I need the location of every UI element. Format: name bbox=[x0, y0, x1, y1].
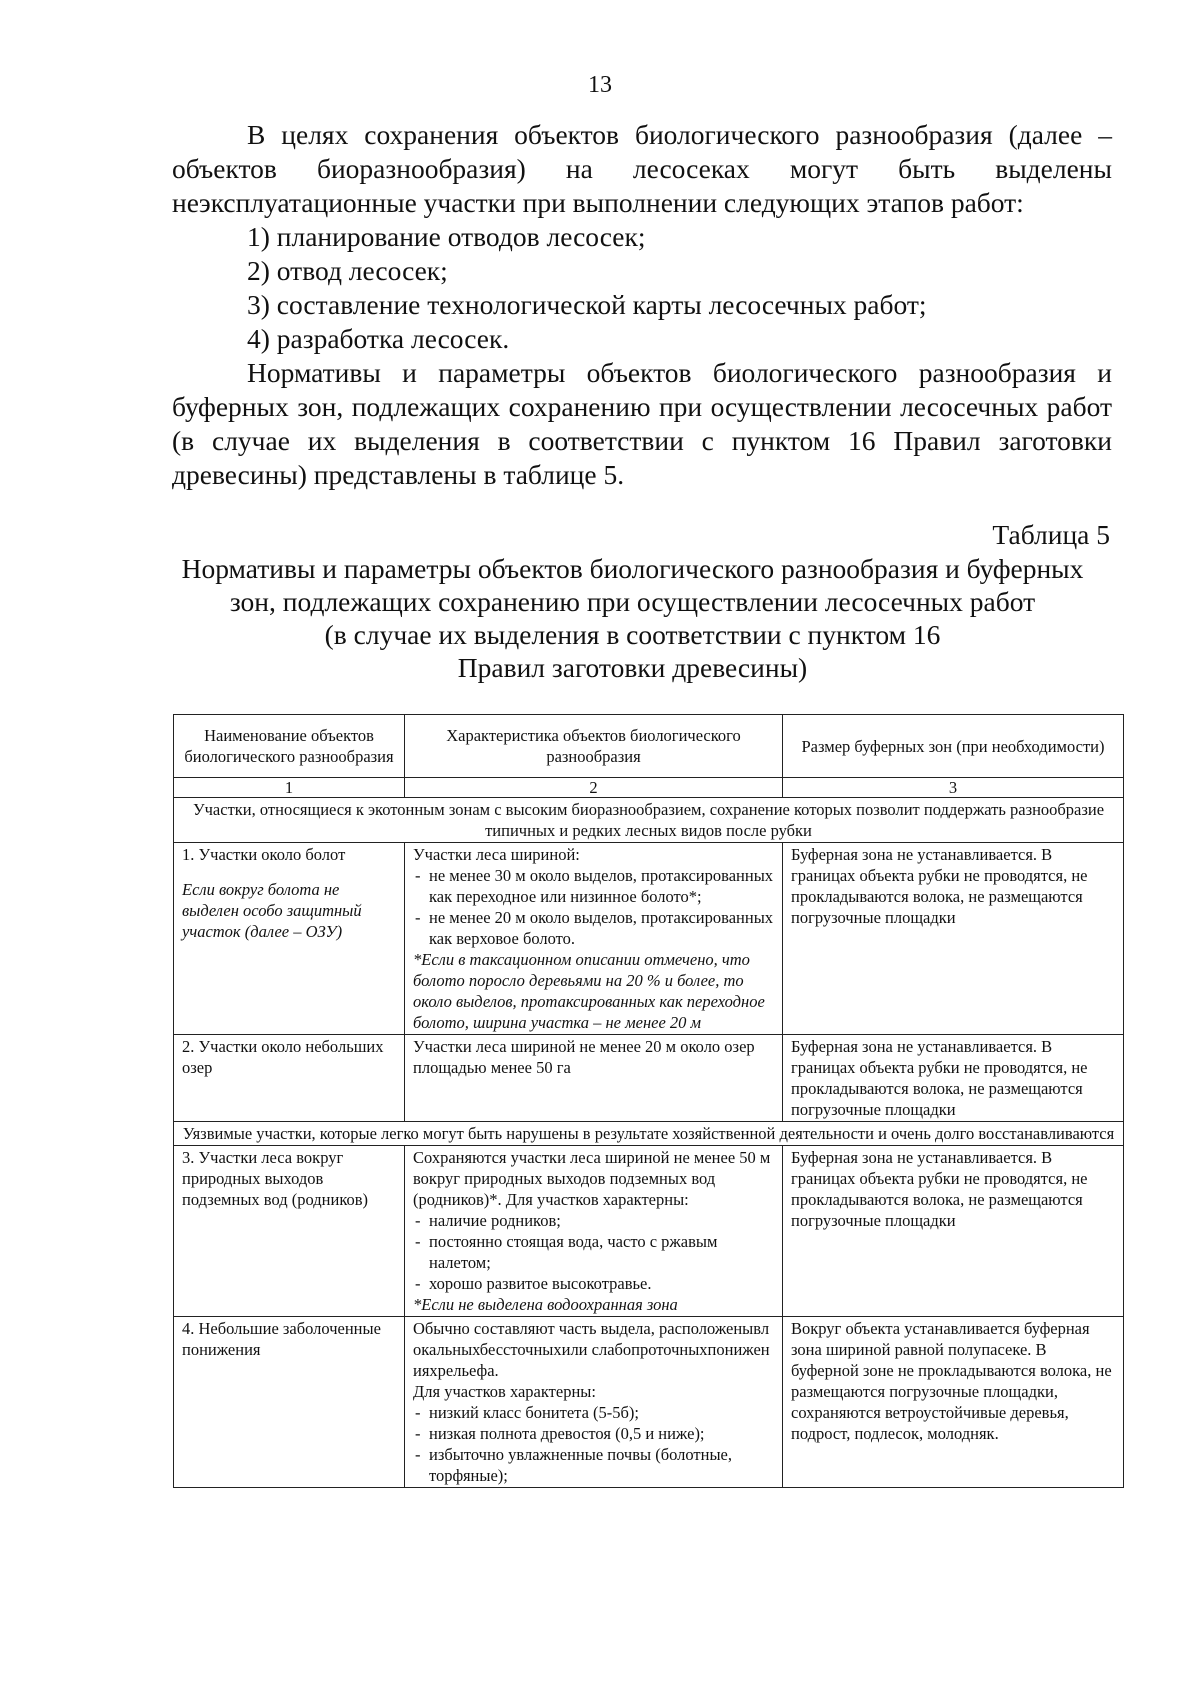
table-row bbox=[174, 1317, 1124, 1488]
table-title-line: зон, подлежащих сохранению при осуществлении лесосечных работ bbox=[229, 586, 1036, 617]
characteristic-cell: Участки леса шириной не менее 20 м около озер площадью менее 50 га bbox=[405, 1035, 783, 1122]
column-number: 1 bbox=[174, 778, 405, 798]
table-title-line: Правил заготовки древесины) bbox=[457, 652, 808, 683]
object-name: 2. Участки около небольших озер bbox=[174, 1035, 405, 1122]
table-label: Таблица 5 bbox=[992, 519, 1110, 550]
table-row bbox=[174, 1146, 1124, 1317]
column-header: Характеристика объектов биологического разнообразия bbox=[405, 715, 783, 778]
characteristic-item: - низкий класс бонитета (5-5б); bbox=[413, 1402, 774, 1423]
characteristic-cell bbox=[405, 843, 783, 1035]
characteristic-note: *Если не выделена водоохранная зона bbox=[413, 1295, 678, 1314]
column-header: Размер буферных зон (при необходимости) bbox=[783, 715, 1124, 778]
table-header-row bbox=[174, 715, 1124, 778]
table-row bbox=[174, 843, 1124, 1035]
characteristic-item: - не менее 20 м около выделов, протаксированных как верховое болото. bbox=[413, 907, 774, 949]
buffer-cell: Буферная зона не устанавливается. В границах объекта рубки не проводятся, не прокладываются волока, не размещаются погрузочные площадки bbox=[783, 843, 1124, 1035]
object-name: 1. Участки около болот bbox=[182, 845, 346, 864]
characteristic-item: - хорошо развитое высокотравье. bbox=[413, 1273, 774, 1294]
buffer-cell: Буферная зона не устанавливается. В границах объекта рубки не проводятся, не прокладываются волока, не размещаются погрузочные площадки bbox=[783, 1035, 1124, 1122]
object-name: 4. Небольшие заболоченные понижения bbox=[174, 1317, 405, 1488]
characteristic-cell bbox=[405, 1317, 783, 1488]
table-row bbox=[174, 1035, 1124, 1122]
list-item: 2) отвод лесосек; bbox=[247, 255, 448, 286]
characteristic-intro: Для участков характерны: bbox=[413, 1382, 596, 1401]
characteristic-intro: Участки леса шириной: bbox=[413, 845, 580, 864]
list-item: 3) составление технологической карты лесосечных работ; bbox=[247, 289, 927, 320]
object-note: Если вокруг болота не выделен особо защитный участок (далее – ОЗУ) bbox=[182, 880, 362, 941]
characteristic-item: - избыточно увлажненные почвы (болотные, торфяные); bbox=[413, 1444, 774, 1486]
list-item: 4) разработка лесосек. bbox=[247, 323, 510, 354]
page-number: 13 bbox=[588, 72, 612, 98]
characteristic-item: - наличие родников; bbox=[413, 1210, 774, 1231]
characteristic-cell bbox=[405, 1146, 783, 1317]
group-row bbox=[174, 798, 1124, 843]
group-heading: Участки, относящиеся к экотонным зонам с высоким биоразнообразием, сохранение которых позволит поддержать разнообразие типичных и редких лесных видов после рубки bbox=[174, 798, 1124, 843]
column-number: 3 bbox=[783, 778, 1124, 798]
group-row bbox=[174, 1122, 1124, 1146]
object-name: 3. Участки леса вокруг природных выходов подземных вод (родников) bbox=[174, 1146, 405, 1317]
table-title bbox=[140, 552, 1125, 684]
table-title-line: (в случае их выделения в соответствии с пунктом 16 bbox=[324, 619, 941, 650]
column-number-row bbox=[174, 778, 1124, 798]
characteristic-item: - постоянно стоящая вода, часто с ржавым налетом; bbox=[413, 1231, 774, 1273]
group-heading: Уязвимые участки, которые легко могут быть нарушены в результате хозяйственной деятельности и очень долго восстанавливаются bbox=[174, 1122, 1124, 1146]
table-title-line: Нормативы и параметры объектов биологического разнообразия и буферных bbox=[181, 553, 1084, 584]
characteristic-item: - низкая полнота древостоя (0,5 и ниже); bbox=[413, 1423, 774, 1444]
norms-table bbox=[173, 714, 1124, 1488]
object-name-cell bbox=[174, 843, 405, 1035]
column-header: Наименование объектов биологического разнообразия bbox=[174, 715, 405, 778]
characteristic-note: *Если в таксационном описании отмечено, что болото поросло деревьями на 20 % и более, то около выделов, протаксированных как переходное болото, ширина участка – не менее 20 м bbox=[413, 950, 765, 1032]
intro-paragraph: Нормативы и параметры объектов биологического разнообразия и буферных зон, подлежащих сохранению при осуществлении лесосечных работ (в случае их выделения в соответствии с пунктом 16 Правил заготовки древесины) представлены в таблице 5. bbox=[172, 357, 1112, 490]
characteristic-item: - не менее 30 м около выделов, протаксированных как переходное или низинное болото*; bbox=[413, 865, 774, 907]
list-item: 1) планирование отводов лесосек; bbox=[247, 221, 646, 252]
intro-text bbox=[172, 118, 1112, 492]
column-number: 2 bbox=[405, 778, 783, 798]
buffer-cell: Буферная зона не устанавливается. В границах объекта рубки не проводятся, не прокладываются волока, не размещаются погрузочные площадки bbox=[783, 1146, 1124, 1317]
buffer-cell: Вокруг объекта устанавливается буферная зона шириной равной полупасеке. В буферной зоне не прокладываются волока, не размещаются погрузочные площадки, сохраняются ветроустойчивые деревья, подрост, подлесок, молодняк. bbox=[783, 1317, 1124, 1488]
characteristic-intro: Обычно составляют часть выдела, расположенывлокальныхбессточныхили слабопроточныхпониженияхрельефа. bbox=[413, 1319, 770, 1380]
intro-paragraph: В целях сохранения объектов биологического разнообразия (далее – объектов биоразнообразия) на лесосеках могут быть выделены неэксплуатационные участки при выполнении следующих этапов работ: bbox=[172, 119, 1112, 218]
characteristic-intro: Сохраняются участки леса шириной не менее 50 м вокруг природных выходов подземных вод (родников)*. Для участков характерны: bbox=[413, 1148, 771, 1209]
